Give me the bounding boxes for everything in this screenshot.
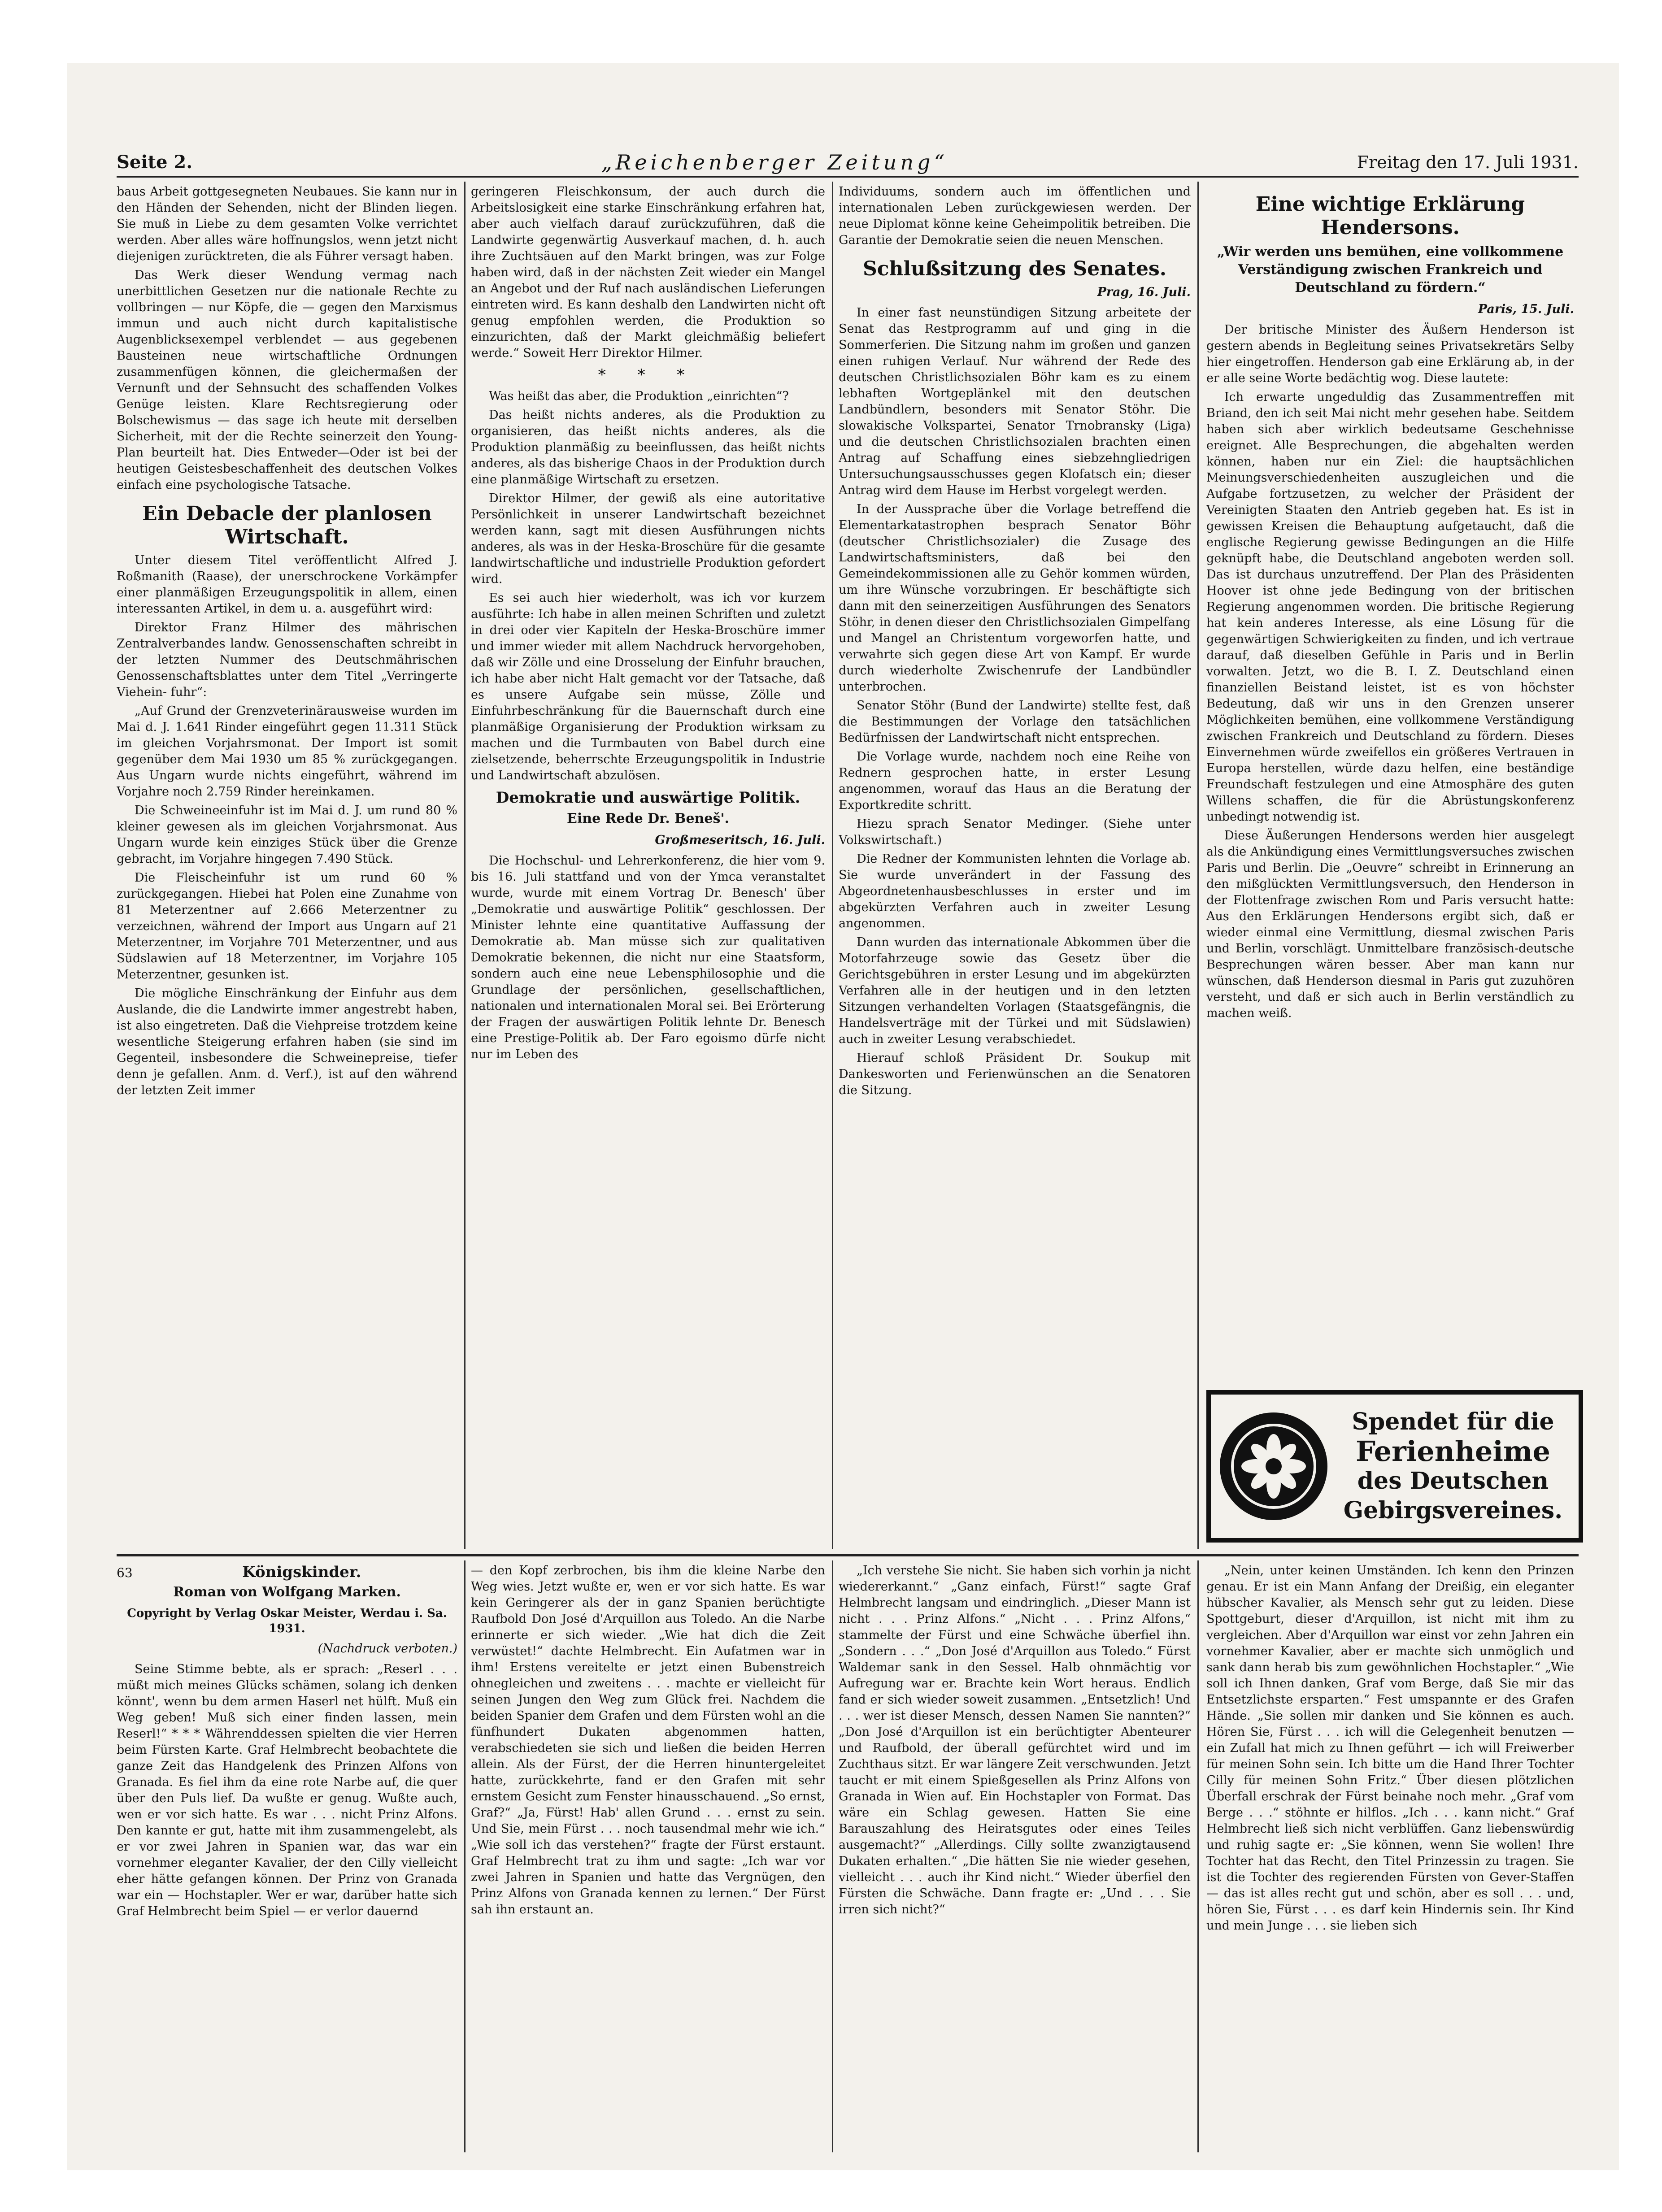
dateline: Großmeseritsch, 16. Juli.: [655, 833, 825, 847]
page-number: Seite 2.: [117, 152, 193, 173]
article-text: baus Arbeit gottgesegneten Neubaues. Sie kann nur in den Händen der Sehenden, nicht der Blinden liegen. Sie muß in Liebe zu dem gesamten Volke verrichtet werden. Aber alles wäre hoffnungslos, wenn jetzt nicht diejenigen zurücktreten, die als Führer versagt haben.: [117, 185, 457, 263]
article-text: „Auf Grund der Grenzveterinärausweise wurden im Mai d. J. 1.641 Rinder eingeführt gegen 11.311 Stück im gleichen Vorjahrsmonat. Der Import ist somit gegenüber dem Mai 1930 um 85 % zurückgegangen. Aus Ungarn wurde nichts eingeführt, während im Vorjahre noch 2.759 Rinder hereinkamen.: [117, 704, 457, 799]
article-subtitle: „Wir werden uns bemühen, eine vollkommene Verständigung zwischen Frankreich und Deutschland zu fördern.“: [1217, 244, 1564, 296]
article-text: Die Fleischeinfuhr ist um rund 60 % zurückgegangen. Hiebei hat Polen eine Zunahme von 81 Meterzentner auf 2.666 Meterzentner zu verzeichnen, während der Import aus Ungarn auf 21 Meterzentner, im Vorjahre 701 Meterzentner, und aus Südslawien auf 18 Meterzentner, im Vorjahre 105 Meterzentner, gesunken ist.: [117, 871, 457, 982]
article-text: Der britische Minister des Äußern Henderson ist gestern abends in Begleitung seines Privatsekretärs Selby hier eingetroffen. Henderson gab eine Erklärung ab, in der er alle seine Worte bedächtig wog. Diese lautete:: [1206, 323, 1574, 385]
column-3: [839, 184, 1191, 1547]
installment-number: 63: [117, 1565, 133, 1580]
column-rule: [832, 1560, 833, 2152]
novel-column-2: [471, 1563, 825, 2150]
column-rule: [1197, 182, 1199, 1549]
article-text: In der Aussprache über die Vorlage betreffend die Elementarkatastrophen besprach Senator Böhr (deutscher Christlichsozialer) die Zusage des Landwirtschaftsministers, daß bei den Gemeindekommissionen alle zu Gehör kommen würden, um ihre Wünsche vorzubringen. Er beschäftigte sich dann mit den seinerzeitigen Ausführungen des Senators Stöhr, in denen dieser den Christlichsozialen Gimpelfang und Mangel an Christentum vorgeworfen hatte, und verwahrte sich gegen diese Art von Kampf. Er wurde durch wiederholte Zwischenrufe der Landbündler unterbrochen.: [839, 502, 1191, 694]
advertisement-text: [1327, 1407, 1579, 1525]
novel-column-3: [839, 1563, 1191, 2150]
article-text: Das heißt nichts anderes, als die Produktion zu organisieren, das heißt nichts anderes, als die Produktion planmäßig zu beeinflussen, das heißt nichts anderes, als das bisherige Chaos in der Produktion durch eine planmäßige Wirtschaft zu ersetzen.: [471, 408, 825, 487]
article-text: Hiezu sprach Senator Medinger. (Siehe unter Volkswirtschaft.): [839, 817, 1191, 847]
masthead: [117, 143, 1579, 174]
article-text: Die Hochschul- und Lehrerkonferenz, die hier vom 9. bis 16. Juli stattfand und von der Ymca veranstaltet wurde, wurde mit einem Vortrag Dr. Benesch' über „Demokratie und auswärtige Politik“ geschlossen. Der Minister lehnte eine quantitative Auffassung der Demokratie ab. Man müsse sich zur qualitativen Demokratie bekennen, die nicht nur eine Staatsform, sondern auch eine neue Lebensphilosophie und die Grundlage der persönlichen, gesellschaftlichen, nationalen und internationalen Moral sei. Bei Erörterung der Fragen der auswärtigen Politik lehnte Dr. Benesch eine Prestige-Politik ab. Der Faro egoismo dürfe nicht nur im Leben des: [471, 854, 825, 1061]
article-text: Ich erwarte ungeduldig das Zusammentreffen mit Briand, den ich seit Mai nicht mehr gesehen habe. Seitdem haben sich aber wirklich bedeutsame Geschehnisse ereignet. Alle Besprechungen, die abgehalten werden können, haben nur ein Ziel: die hauptsächlichen Meinungsverschiedenheiten auszugleichen und die Aufgabe fortzusetzen, zu welcher der Präsident der Vereinigten Staaten den Antrieb gegeben hat. Es ist in gewissen Kreisen die Behauptung aufgetaucht, daß die englische Regierung gewisse Bedingungen an die Hilfe geknüpft habe, die Deutschland angeboten werden soll. Das ist durchaus unzutreffend. Der Plan des Präsidenten Hoover ist ohne jede Bedingung von der britischen Regierung angenommen worden. Die britische Regierung hat kein anderes Interesse, als eine Lösung für die gegenwärtigen Schwierigkeiten zu finden, und ich vertraue darauf, daß dieselben Gefühle in Paris und in Berlin vorwalten. Jetzt, wo die B. I. Z. Deutschland einen finanziellen Beistand leistet, ist es von höchster Bedeutung, daß wir uns in den Grenzen unserer Möglichkeiten bemühen, eine vollkommene Verständigung zwischen Frankreich und Deutschland zu fördern. Dieses Einvernehmen würde zweifellos ein größeres Vertrauen in Europa herstellen, würde dazu helfen, eine beständige Freundschaft festzulegen und eine Atmosphäre des guten Willens schaffen, die für die Abrüstungskonferenz unbedingt notwendig ist.: [1206, 390, 1574, 824]
headline-henderson: Eine wichtige Erklärung Hendersons.: [1255, 193, 1525, 239]
newspaper-page: [67, 63, 1619, 2170]
ad-line: Spendet für die: [1352, 1408, 1554, 1435]
novel-text: „Nein, unter keinen Umständen. Ich kenn den Prinzen genau. Er ist ein Mann Anfang der Dreißig, ein eleganter hübscher Kavalier, als Mensch sehr gut zu leiden. Diese Spottgeburt, dieser d'Arquillon, ist nicht mit ihm zu vergleichen. Aber d'Arquillon war einst vor zehn Jahren ein vornehmer Kavalier, aber er machte sich unmöglich und sank dann herab bis zum gewöhnlichen Hochstapler.“ „Wie soll ich Ihnen danken, Graf vom Berge, daß Sie mir das Entsetzlichste ersparten.“ Fest umspannte er des Grafen Hände. „Sie sollen mir danken und Sie können es auch. Hören Sie, Fürst . . . ich will die Gelegenheit benutzen — ein Zufall hat mich zu Ihnen geführt — ich will Freiwerber für meinen Sohn sein. Ich bitte um die Hand Ihrer Tochter Cilly für meinen Sohn Fritz.“ Über diesen plötzlichen Überfall erschrak der Fürst beinahe noch mehr. „Graf vom Berge . . .“ stöhnte er hilflos. „Ich . . . kann nicht.“ Graf Helmbrecht ließ sich nicht verblüffen. Ganz liebenswürdig und ruhig sagte er: „Sie können, wenn Sie wollen! Ihre Tochter hat das Recht, den Titel Prinzessin zu tragen. Sie ist die Tochter des regierenden Fürsten von Gever-Staffen — das ist alles recht gut und schön, aber es soll . . . und, hören Sie, Fürst . . . es darf kein Hindernis sein. Ihr Kind und mein Junge . . . sie lieben sich: [1206, 1564, 1574, 1933]
article-text: Unter diesem Titel veröffentlicht Alfred J. Roßmanith (Raase), der unerschrockene Vorkämpfer einer planmäßigen Erzeugungspolitik in allem, einen interessanten Artikel, in dem u. a. ausgeführt wird:: [117, 553, 457, 616]
column-4: [1206, 184, 1574, 1372]
novel-text: — den Kopf zerbrochen, bis ihm die kleine Narbe den Weg wies. Jetzt wußte er, wen er vor sich hatte. Es war kein Geringerer als der in ganz Spanien berüchtigte Raufbold Don José d'Arquillon aus Toledo. An die Narbe erinnerte er sich wieder. „Wie hat dich die Zeit verwüstet!“ dachte Helmbrecht. Ein Aufatmen war in ihm! Erstens vereitelte er jetzt einen Bubenstreich ohnegleichen und zweitens . . . machte er vielleicht für seinen Jungen den Weg zum Glück frei. Nachdem die beiden Spanier dem Grafen und dem Fürsten wohl an die fünfhundert Dukaten abgenommen hatten, verabschiedeten sie sich und ließen die beiden Herren allein. Als der Fürst, der die Herren hinuntergeleitet hatte, zurückkehrte, fand er den Grafen mit sehr ernstem Gesicht zum Fenster hinausschauend. „So ernst, Graf?“ „Ja, Fürst! Hab' allen Grund . . . ernst zu sein. Und Sie, mein Fürst . . . noch tausendmal mehr wie ich.“ „Wie soll ich das verstehen?“ fragte der Fürst erstaunt. Graf Helmbrecht trat zu ihm und sagte: „Ich war vor zwei Jahren in Spanien und hatte das Vergnügen, den Prinz Alfons von Granada kennen zu lernen.“ Der Fürst sah ihn erstaunt an.: [471, 1564, 825, 1916]
newspaper-title: „Reichenberger Zeitung“: [601, 150, 948, 174]
article-text: Individuums, sondern auch im öffentlichen und internationalen Leben zurückgewiesen werden. Der neue Diplomat könne keine Geheimpolitik betreiben. Die Garantie der Demokratie seien die neuen Menschen.: [839, 185, 1191, 247]
article-text: Es sei auch hier wiederholt, was ich vor kurzem ausführte: Ich habe in allen meinen Schriften und zuletzt in drei oder vier Kapiteln der Heska-Broschüre immer und immer wieder mit allem Nachdruck hervorgehoben, daß wir Zölle und eine Drosselung der Einfuhr brauchen, ich habe aber nicht Halt gemacht vor der Tatsache, daß es unsere Aufgabe sein müsse, Zölle und Einfuhrbeschränkung für die Bauernschaft durch eine planmäßige Organisierung der Produktion wirksam zu machen und die Turmbauten von Babel durch eine zielsetzende, beherrschte Erzeugungspolitik in Industrie und Landwirtschaft abzulösen.: [471, 591, 825, 782]
novel-copyright: Copyright by Verlag Oskar Meister, Werdau i. Sa. 1931.: [127, 1607, 447, 1635]
reprint-notice: (Nachdruck verboten.): [318, 1642, 457, 1656]
article-text: Direktor Hilmer, der gewiß als eine autoritative Persönlichkeit in unserer Landwirtschaft bezeichnet werden kann, sagt mit diesen Ausführungen nichts anderes, als was in der Heska-Broschüre für die gesamte landwirtschaftliche und industrielle Produktion gefordert wird.: [471, 491, 825, 586]
novel-column-4: [1206, 1563, 1574, 2150]
novel-title: Königskinder.: [242, 1563, 361, 1581]
column-rule: [464, 182, 466, 1549]
article-text: Diese Äußerungen Hendersons werden hier ausgelegt als die Ankündigung eines Vermittlungsversuches zwischen Paris und Berlin. Die „Oeuvre“ schreibt in Erinnerung an den mißglückten Vermittlungsversuch, den Henderson in der Flottenfrage zwischen Rom und Paris versucht hatte: Aus den Erklärungen Hendersons ergibt sich, daß er wieder einmal eine Vermittlung, diesmal zwischen Paris und Berlin, vorschlägt. Unmittelbare französisch-deutsche Besprechungen wären besser. Aber man kann nur wünschen, daß Henderson diesmal in Paris gut zuzuhören versteht, und daß er sich auch in Berlin verständlich zu machen weiß.: [1206, 829, 1574, 1020]
ad-line: des Deutschen: [1357, 1467, 1549, 1495]
column-rule: [1197, 1560, 1199, 2152]
article-text: Das Werk dieser Wendung vermag nach unerbittlichen Gesetzen nur die nationale Rechte zu vollbringen — nur Köpfe, die — gegen den Marxismus immun und auch nicht durch kapitalistische Augenblicksexempel verblendet — aus gegebenen Bausteinen neue wirtschaftliche Ordnungen zusammenfügen können, die gleichermaßen der Vernunft und der Sehnsucht des schaffenden Volkes Genüge leisten. Klare Rechtsregierung oder Bolschewismus — das sage ich heute mit derselben Sicherheit, mit der die Rechte seinerzeit den Young-Plan beurteilt hat. Dies Entweder—Oder ist bei der heutigen Geistesbeschaffenheit des deutschen Volkes einfach eine psychologische Tatsache.: [117, 268, 457, 492]
article-text: Senator Stöhr (Bund der Landwirte) stellte fest, daß die Bestimmungen der Vorlage den tatsächlichen Bedürfnissen der Landwirtschaft nicht entsprechen.: [839, 699, 1191, 745]
article-text: Die Vorlage wurde, nachdem noch eine Reihe von Rednern gesprochen hatte, in erster Lesung angenommen, worauf das Haus an die Beratung der Exportkredite schritt.: [839, 750, 1191, 812]
dateline: Prag, 16. Juli.: [1097, 285, 1191, 299]
headline-senat: Schlußsitzung des Senates.: [862, 257, 1167, 280]
dateline: Paris, 15. Juli.: [1478, 302, 1574, 316]
article-text: Die Redner der Kommunisten lehnten die Vorlage ab. Sie wurde unverändert in der Fassung des Abgeordnetenhausbeschlusses in erster und im abgekürzten Verfahren auch in zweiter Lesung angenommen.: [839, 852, 1191, 930]
issue-date: Freitag den 17. Juli 1931.: [1357, 152, 1579, 172]
column-rule: [464, 1560, 466, 2152]
headline-demokratie: Demokratie und auswärtige Politik.: [496, 789, 801, 807]
article-text: Direktor Franz Hilmer des mährischen Zentralverbandes landw. Genossenschaften schreibt in der letzten Nummer des Deutschmährischen Genossenschaftsblattes unter dem Titel „Verringerte Viehein- fuhr“:: [117, 621, 457, 699]
article-text: geringeren Fleischkonsum, der auch durch die Arbeitslosigkeit eine starke Einschränkung erfahren hat, aber auch vielfach darauf zurückzuführen, daß die Landwirte gegenwärtig Ausverkauf machen, d. h. auch ihre Zuchtsäuen auf den Markt bringen, was zur Folge haben wird, daß in der nächsten Zeit wieder ein Mangel an Angebot und der Ruf nach ausländischen Lieferungen eintreten wird. Es kann deshalb den Landwirten nicht oft genug empfohlen werden, die Produktion so einzurichten, daß der Markt gleichmäßig beliefert werde.“ Soweit Herr Direktor Hilmer.: [471, 185, 825, 360]
novel-text: Seine Stimme bebte, als er sprach: „Reserl . . . müßt mich meines Glücks schämen, solang ich denken könnt', wenn bu dem armen Haserl net hülft. Muß ein Weg geben! Muß sich einer finden lassen, mein Reserl!“ * * * Währenddessen spielten die vier Herren beim Fürsten Karte. Graf Helmbrecht beobachtete die ganze Zeit das Handgelenk des Prinzen Alfons von Granada. Es fiel ihm da eine rote Narbe auf, die quer über den Puls lief. Da wußte er genug. Wußte auch, wen er vor sich hatte. Es war . . . nicht Prinz Alfons. Den kannte er gut, hatte mit ihm zusammengelebt, als er vor zwei Jahren in Spanien war, das war ein vornehmer eleganter Kavalier, der den Cilly vielleicht eher hätte gefangen können. Der Prinz von Granada war ein — Hochstapler. Wer er war, darüber hatte sich Graf Helmbrecht beim Spiel — er verlor dauernd: [117, 1662, 457, 1918]
novel-text: „Ich verstehe Sie nicht. Sie haben sich vorhin ja nicht wiedererkannt.“ „Ganz einfach, Fürst!“ sagte Graf Helmbrecht langsam und eindringlich. „Dieser Mann ist nicht . . . Prinz Alfons.“ „Nicht . . . Prinz Alfons,“ stammelte der Fürst und eine Schwäche überfiel ihn. „Sondern . . .“ „Don José d'Arquillon aus Toledo.“ Fürst Waldemar sank in den Sessel. Halb ohnmächtig vor Aufregung war er. Brachte kein Wort heraus. Endlich fand er sich wieder soweit zusammen. „Entsetzlich! Und . . . wer ist dieser Mensch, dessen Namen Sie nannten?“ „Don José d'Arquillon ist ein berüchtigter Abenteurer und Raufbold, der überall gefürchtet wird und im Zuchthaus sitzt. Er war längere Zeit verschwunden. Jetzt taucht er mit einem Spießgesellen als Prinz Alfons von Granada in Wien auf. Ein Hochstapler von Format. Das wäre ein Schlag gewesen. Hatten Sie eine Barauszahlung des Heiratsgutes oder eines Teiles ausgemacht?“ „Allerdings. Cilly sollte zwanzigtausend Dukaten erhalten.“ „Die hätten Sie nie wieder gesehen, vielleicht . . . auch ihr Kind nicht.“ Wieder überfiel den Fürsten die Schwäche. Dann fragte er: „Und . . . Sie irren sich nicht?“: [839, 1564, 1191, 1916]
novel-header: [117, 1563, 457, 1582]
ad-line: Gebirgsvereines.: [1343, 1497, 1563, 1524]
novel-column-1: [117, 1563, 457, 2150]
advertisement-box: [1206, 1390, 1583, 1543]
article-text: In einer fast neunstündigen Sitzung arbeitete der Senat das Restprogramm auf und ging in die Sommerferien. Die Sitzung nahm im großen und ganzen einen ruhigen Verlauf. Nur während der Rede des deutschen Christlichsozialen Böhr kam es zu einem lebhaften Wortgeplänkel mit den deutschen Landbündlern, besonders mit Senator Stöhr. Die slowakische Volkspartei, Senator Trnobransky (Liga) und die deutschen Christlichsozialen brachten einen Antrag auf Schaffung eines siebzehngliedrigen Untersuchungsausschusses gegen Klofatsch ein; dieser Antrag wird dem Hause im Herbst vorgelegt werden.: [839, 306, 1191, 497]
article-text: Dann wurden das internationale Abkommen über die Motorfahrzeuge sowie das Gesetz über die Gerichtsgebühren in erster Lesung und im abgekürzten Verfahren alle in der heutigen und in den letzten Sitzungen verhandelten Vorlagen (Staatsgefängnis, die Handelsverträge mit der Türkei und mit Südslawien) auch in zweiter Lesung verabschiedet.: [839, 935, 1191, 1046]
column-rule: [832, 182, 833, 1549]
article-text: Die Schweineeinfuhr ist im Mai d. J. um rund 80 % kleiner gewesen als im gleichen Vorjahrsmonat. Aus Ungarn wurde kein einziges Stück über die Grenze gebracht, im Vorjahre hingegen 7.490 Stück.: [117, 804, 457, 866]
article-text: Die mögliche Einschränkung der Einfuhr aus dem Auslande, die die Landwirte immer angestrebt haben, ist also eingetreten. Daß die Viehpreise trotzdem keine wesentliche Steigerung erfahren haben (sie sind im Gegenteil, insbesondere die Schweinepreise, tiefer denn je gefallen. Anm. d. Verf.), ist auf den während der letzten Zeit immer: [117, 986, 457, 1097]
headline-debacle: Ein Debacle der planlosen Wirtschaft.: [142, 502, 432, 548]
section-separator: * * *: [598, 366, 698, 384]
feuilleton-rule: [117, 1554, 1579, 1556]
novel-author: Roman von Wolfgang Marken.: [173, 1584, 401, 1600]
column-1: [117, 184, 457, 1547]
column-2: [471, 184, 825, 1547]
masthead-rule: [117, 176, 1579, 178]
article-text: Was heißt das aber, die Produktion „einrichten“?: [489, 389, 789, 403]
ad-line: Ferienheime: [1356, 1435, 1550, 1468]
edelweiss-logo-icon: [1220, 1412, 1327, 1520]
article-text: Hierauf schloß Präsident Dr. Soukup mit Dankesworten und Ferienwünschen an die Senatoren die Sitzung.: [839, 1051, 1191, 1097]
article-subtitle: Eine Rede Dr. Beneš'.: [567, 811, 729, 826]
